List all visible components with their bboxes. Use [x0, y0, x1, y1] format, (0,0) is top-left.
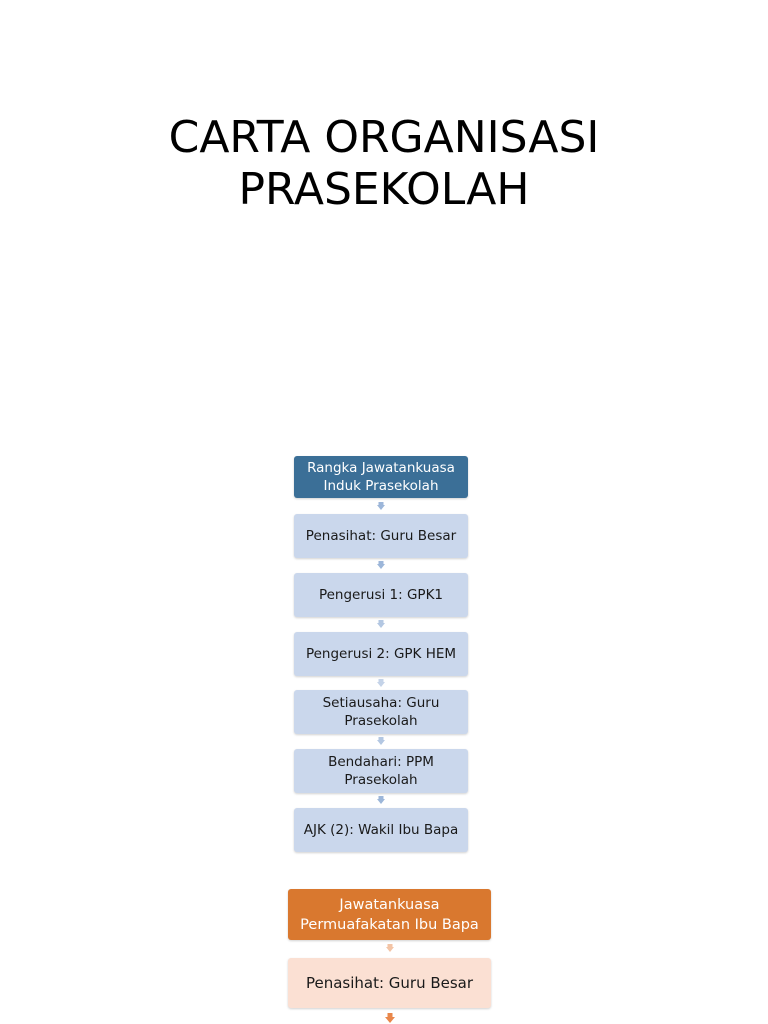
chart1-arrow-3 — [377, 620, 385, 628]
chart1-box-chair-1: Pengerusi 1: GPK1 — [294, 573, 468, 617]
page-title — [0, 112, 768, 216]
chart1-header-box: Rangka Jawatankuasa Induk Prasekolah — [294, 456, 468, 498]
chart2-arrow-2 — [385, 1013, 395, 1023]
chart1-arrow-4 — [377, 679, 385, 687]
chart1-arrow-5 — [377, 737, 385, 745]
chart1-arrow-2 — [377, 561, 385, 569]
title-line-2: PRASEKOLAH — [238, 164, 530, 215]
chart1-arrow-6 — [377, 796, 385, 804]
chart1-arrow-1 — [377, 502, 385, 510]
chart1-box-committee: AJK (2): Wakil Ibu Bapa — [294, 808, 468, 852]
chart1-box-secretary: Setiausaha: Guru Prasekolah — [294, 690, 468, 734]
chart1-box-adviser: Penasihat: Guru Besar — [294, 514, 468, 558]
title-line-1: CARTA ORGANISASI — [168, 112, 600, 163]
chart2-header-box: Jawatankuasa Permuafakatan Ibu Bapa — [288, 889, 491, 940]
chart1-box-treasurer: Bendahari: PPM Prasekolah — [294, 749, 468, 793]
chart2-box-adviser: Penasihat: Guru Besar — [288, 958, 491, 1008]
chart1-box-chair-2: Pengerusi 2: GPK HEM — [294, 632, 468, 676]
chart2-arrow-1 — [386, 944, 394, 952]
